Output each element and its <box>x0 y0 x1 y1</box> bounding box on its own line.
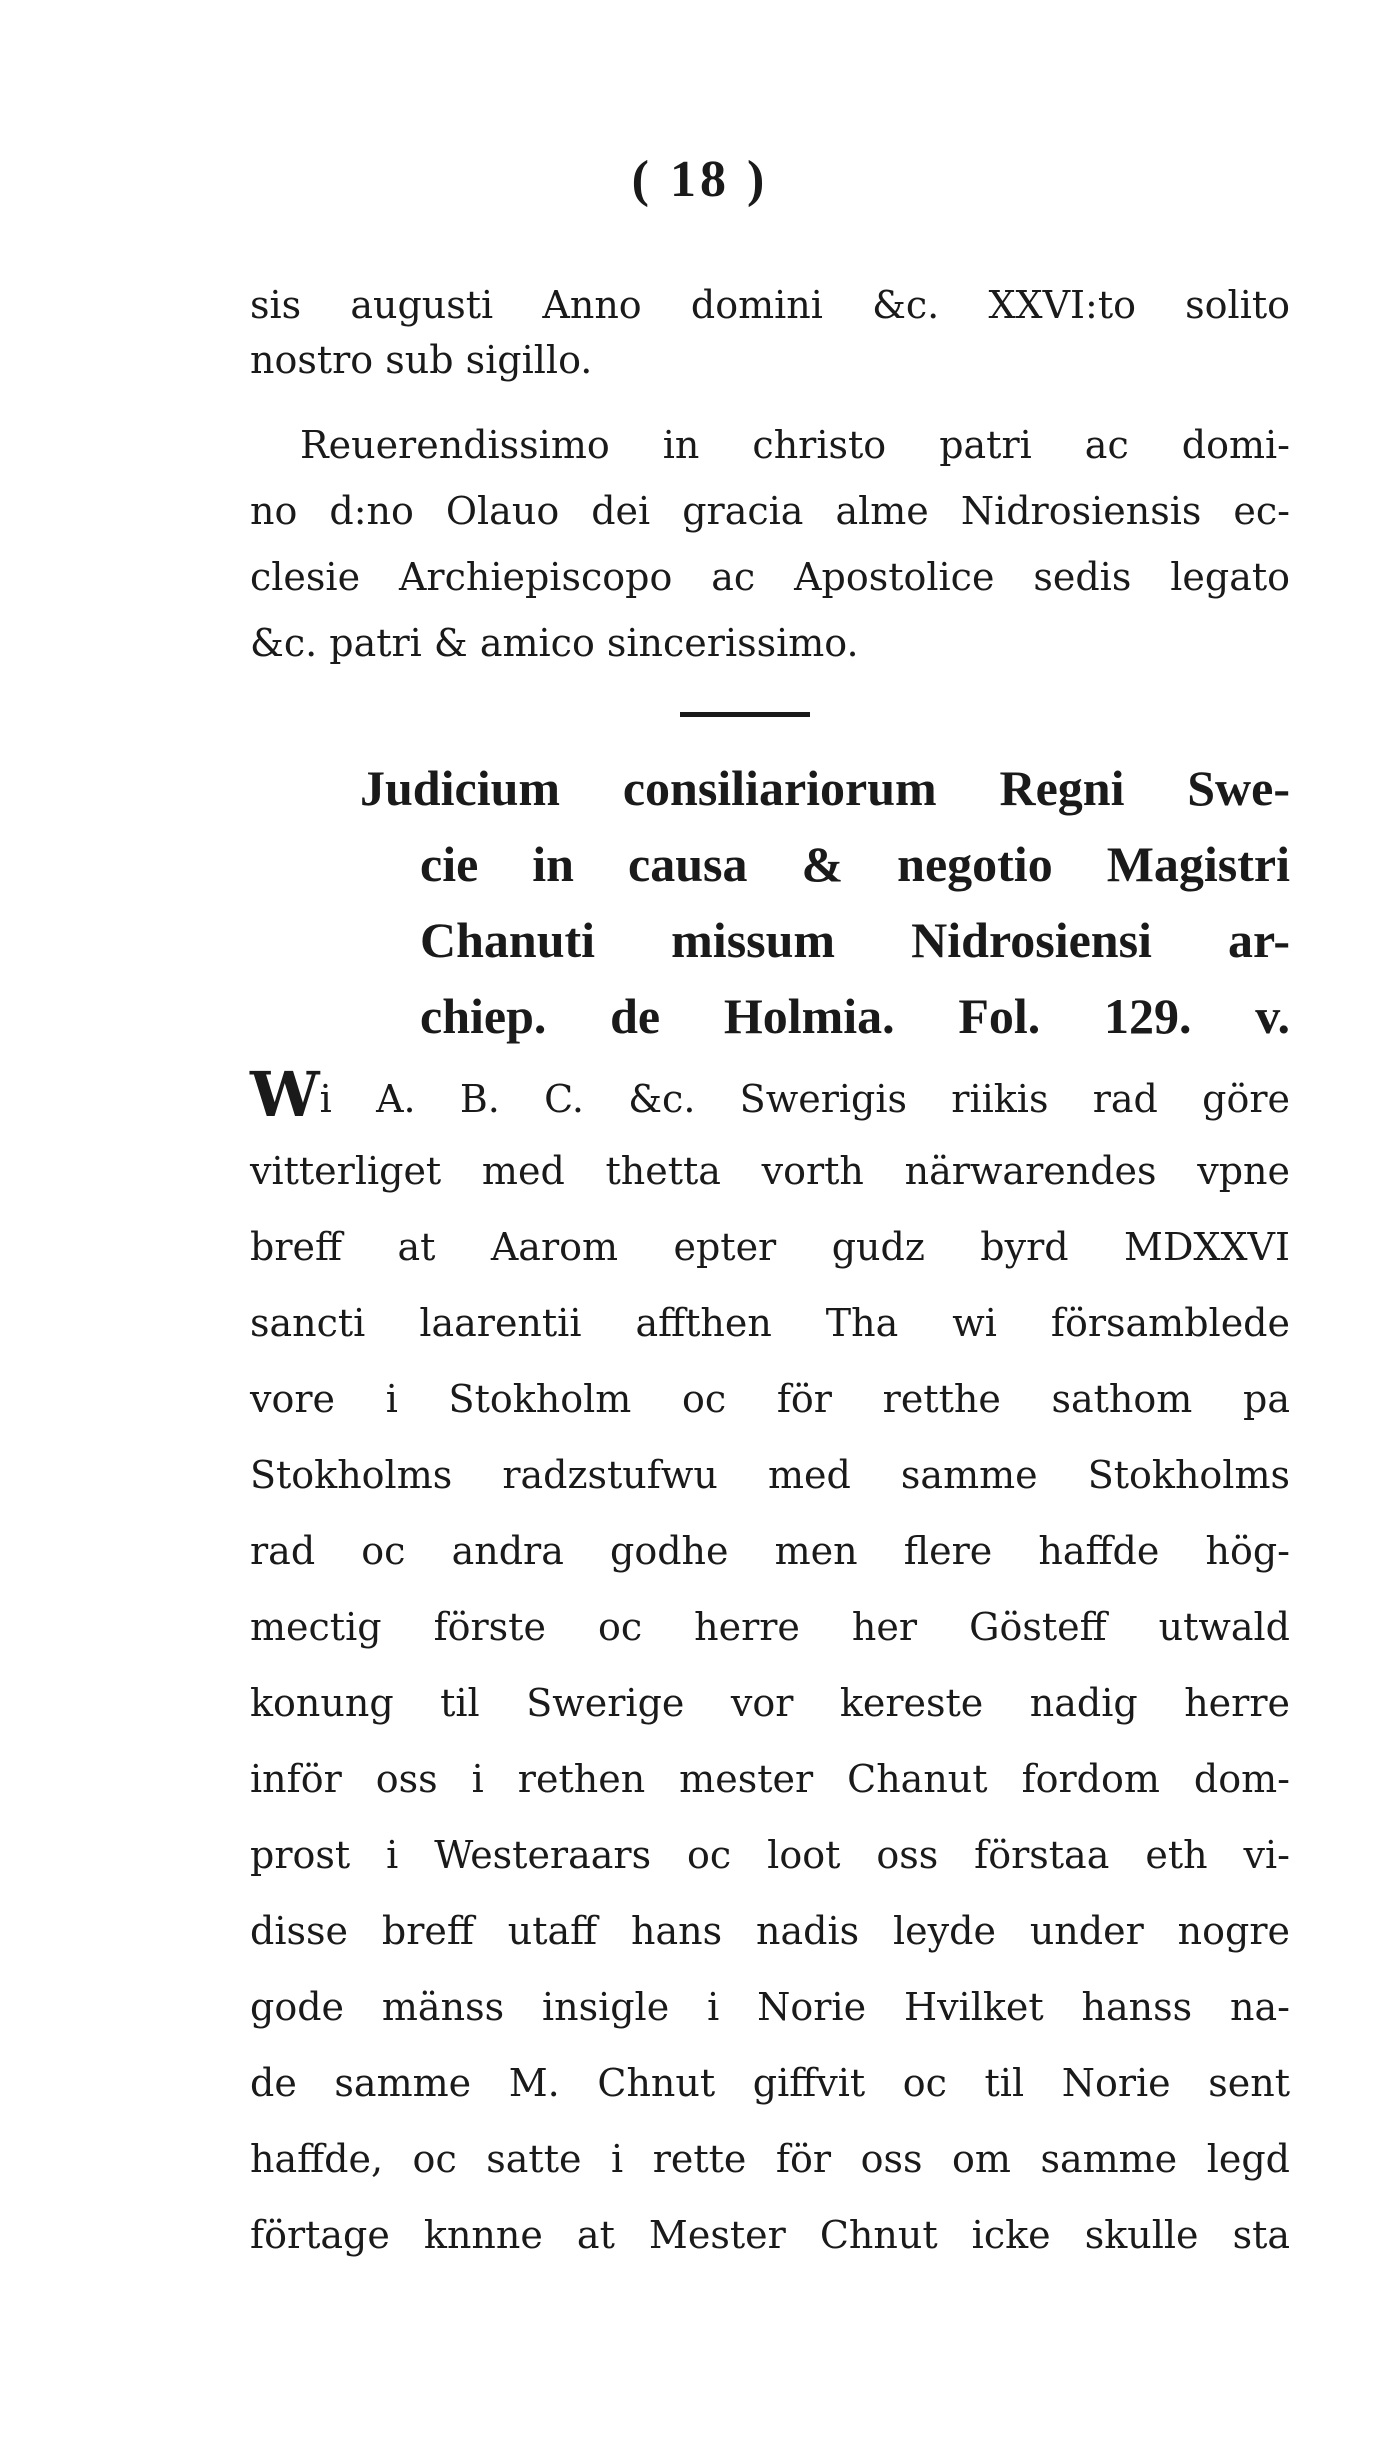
body-line: gode mänss insigle i Norie Hvilket hanss na- <box>250 1985 1290 2029</box>
body-line: konung til Swerige vor kereste nadig herre <box>250 1681 1290 1725</box>
body-line: inför oss i rethen mester Chanut fordom dom- <box>250 1757 1290 1801</box>
body-line: de samme M. Chnut giffvit oc til Norie sent <box>250 2061 1290 2105</box>
body-first-line-text: i A. B. C. &c. Swerigis riikis rad göre <box>319 1077 1290 1121</box>
address-line-2: no d:no Olauo dei gracia alme Nidrosiensis ec- <box>250 489 1290 533</box>
body-line: prost i Westeraars oc loot oss förstaa eth vi- <box>250 1833 1290 1877</box>
body-line: haffde, oc satte i rette för oss om samme legd <box>250 2137 1290 2181</box>
body-line: rad oc andra godhe men flere haffde hög- <box>250 1529 1290 1573</box>
address-line-4: &c. patri & amico sincerissimo. <box>250 621 859 665</box>
body-line: vitterliget med thetta vorth närwarendes vpne <box>250 1149 1290 1193</box>
body-line: förtage knnne at Mester Chnut icke skulle sta <box>250 2213 1290 2257</box>
heading-line-3: Chanuti missum Nidrosiensi ar- <box>420 912 1290 968</box>
initial-letter: W <box>250 1058 320 1131</box>
body-line: sancti laarentii affthen Tha wi församblede <box>250 1301 1290 1345</box>
body-line: disse breff utaff hans nadis leyde under nogre <box>250 1909 1290 1953</box>
heading-line-4: chiep. de Holmia. Fol. 129. v. <box>420 988 1290 1044</box>
body-line: Stokholms radzstufwu med samme Stokholms <box>250 1453 1290 1497</box>
body-line: breff at Aarom epter gudz byrd MDXXVI <box>250 1225 1290 1269</box>
body-line: vore i Stokholm oc för retthe sathom pa <box>250 1377 1290 1421</box>
heading-line-1: Judicium consiliariorum Regni Swe- <box>360 760 1290 816</box>
heading-line-2: cie in causa & negotio Magistri <box>420 836 1290 892</box>
address-line-1: Reuerendissimo in christo patri ac domi- <box>300 423 1290 467</box>
section-divider-rule <box>680 712 810 717</box>
body-first-line <box>250 1058 1290 1131</box>
address-line-3: clesie Archiepiscopo ac Apostolice sedis legato <box>250 555 1290 599</box>
body-line: mectig förste oc herre her Gösteff utwald <box>250 1605 1290 1649</box>
page-number: ( 18 ) <box>631 151 769 208</box>
letter-close-line-1: sis augusti Anno domini &c. XXVI:to solito <box>250 283 1290 327</box>
letter-close-line-2: nostro sub sigillo. <box>250 338 593 382</box>
